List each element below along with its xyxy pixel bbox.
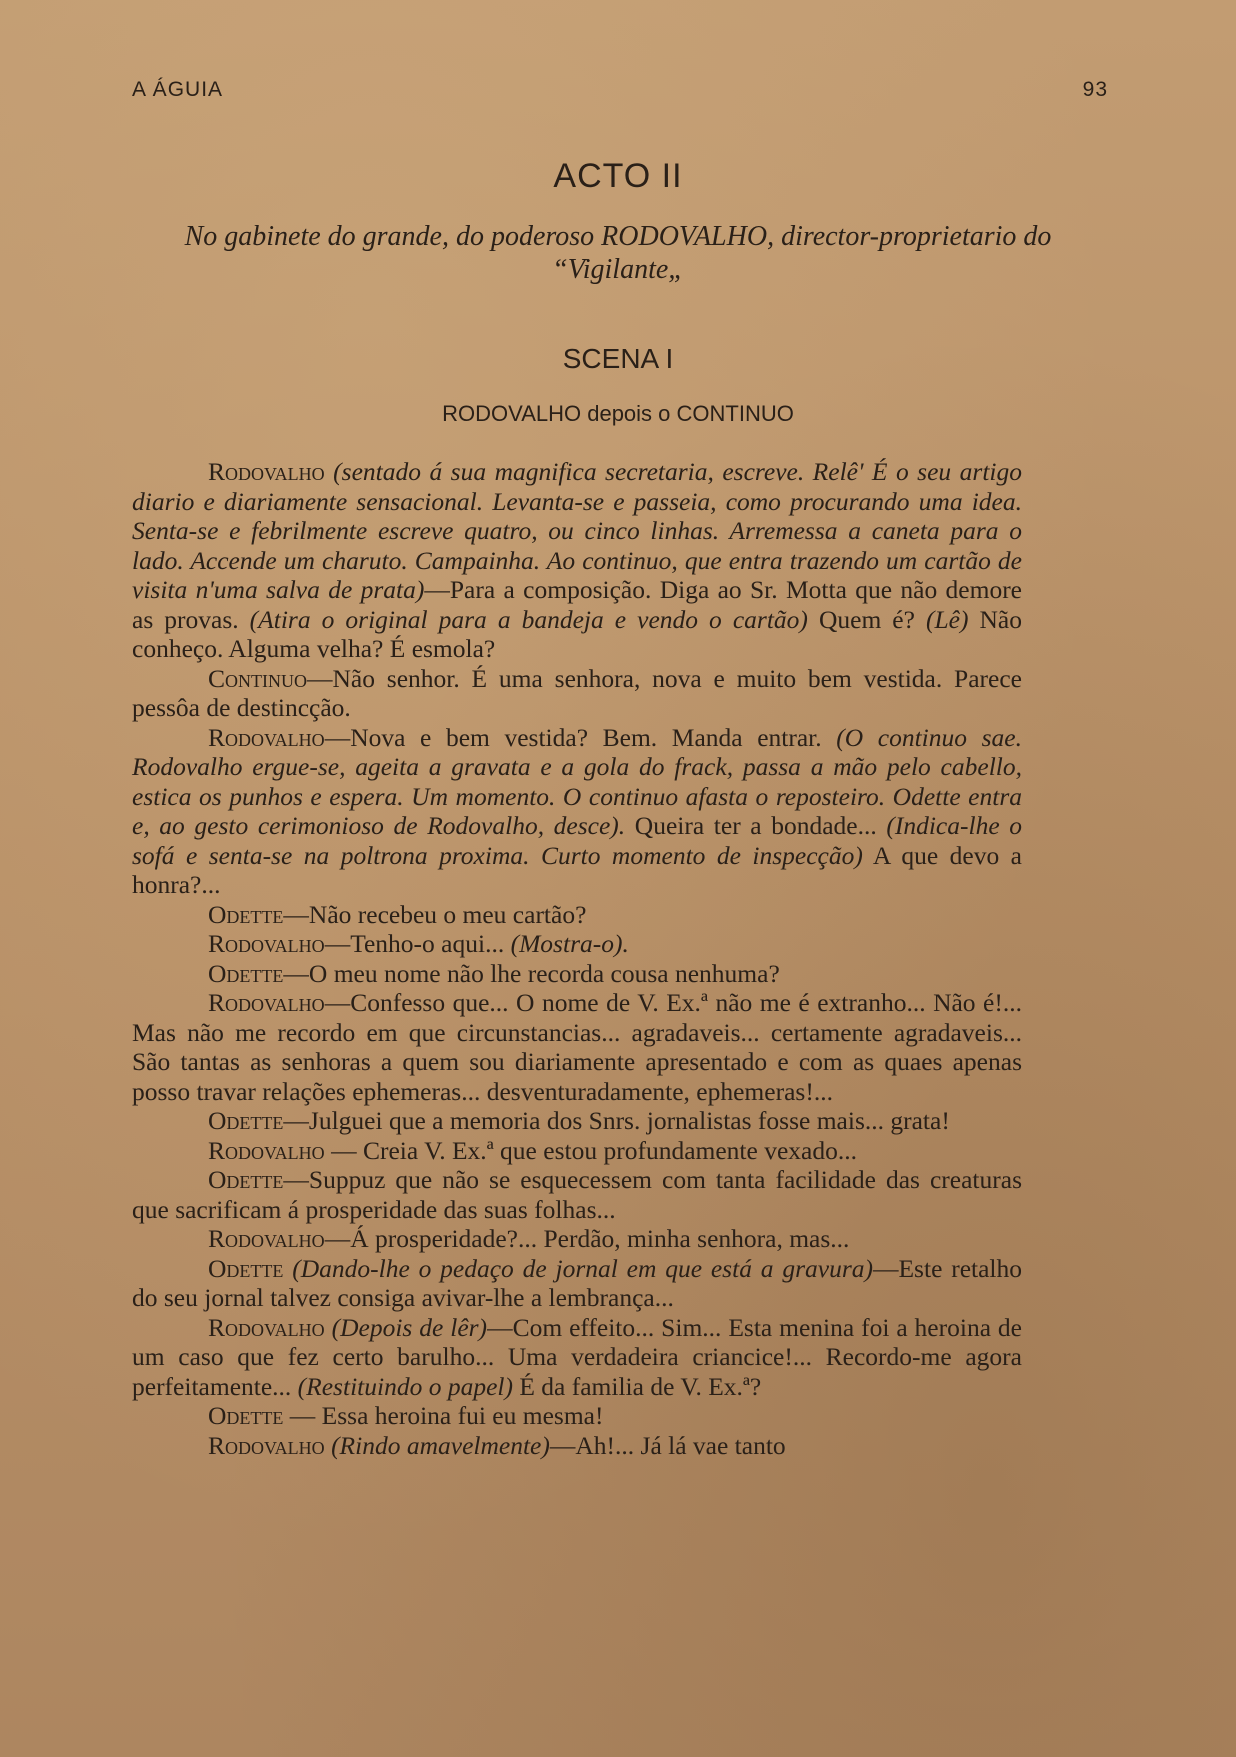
spoken-line: — Creia V. Ex.ª que estou profundamente vexado... [324,1135,857,1165]
speaker-name: Odette [208,899,284,929]
dialogue-paragraph [132,1106,1022,1136]
scene-setting: No gabinete do grande, do poderoso RODOVALHO, director-proprietario do “Vigilante„ [184,221,1052,285]
spoken-line: — Essa heroina fui eu mesma! [283,1401,604,1430]
spoken-line: —Não senhor. É uma senhora, nova e muito bem vestida. Parece pessôa de destincção. [132,663,1022,722]
dialogue-paragraph [132,723,1022,900]
stage-direction: (O continuo sae. Rodovalho ergue-se, ageita a gravata e a gola do frack, passa a mão pelo cabello, estica os punhos e espera. Um momento. O continuo afasta o reposteiro. Odette entra e, ao gesto cerimonioso de Rodovalho, desce). [132,722,1022,840]
stage-direction: (Mostra-o). [510,929,629,958]
speaker-name: Rodovalho [208,1312,325,1342]
stage-direction: (Rindo amavelmente) [331,1430,550,1460]
spoken-line: —Nova e bem vestida? Bem. Manda entrar. [324,722,837,752]
spoken-line: Quem é? [807,604,926,634]
dialogue-paragraph [132,1254,1022,1313]
spoken-line: —Este retalho do seu jornal talvez consiga avivar-lhe a lembrança... [132,1253,1023,1312]
dialogue-paragraph [132,1224,1022,1254]
dialogue-paragraph [132,1313,1022,1402]
spoken-line: —Á prosperidade?... Perdão, minha senhora, mas... [324,1224,850,1253]
scene-characters: RODOVALHO depois o CONTINUO [442,401,794,426]
dialogue-paragraph [132,664,1022,723]
spoken-line: —Para a composição. Diga ao Sr. Motta que não demore as provas. [132,575,1023,634]
spoken-line: A que devo a honra?... [132,840,1022,899]
speaker-name: Continuo [208,663,307,693]
dialogue-paragraph [132,900,1022,930]
dialogue-paragraph [132,1136,1022,1166]
act-title: ACTO II [553,157,683,195]
speaker-name: Rodovalho [208,1135,325,1165]
spoken-line: —Ah!... Já lá vae tanto [549,1430,786,1460]
page-number: 93 [1082,78,1108,101]
running-title: A ÁGUIA [132,78,224,101]
speaker-name: Rodovalho [208,988,325,1017]
speaker-name: Odette [208,1106,284,1135]
stage-direction: (Atira o original para a bandeja e vendo o cartão) [249,604,808,634]
dialogue-paragraph [132,1165,1022,1224]
stage-direction: (Lê) [925,604,969,634]
dialogue-body [132,457,1022,1460]
spoken-line: Queira ter a bondade... [625,811,887,840]
speaker-name: Rodovalho [208,1430,325,1460]
speaker-name: Odette [208,1401,284,1430]
stage-direction: (Depois de lêr) [331,1312,488,1342]
running-header [128,78,1108,108]
spoken-line: —O meu nome não lhe recorda cousa nenhuma? [283,958,780,988]
spoken-line: —Suppuz que não se esquecessem com tanta facilidade das creaturas que sacrificam á prosperidade das suas folhas... [132,1165,1022,1224]
spoken-line: —Julguei que a memoria dos Snrs. jornalistas fosse mais... grata! [283,1106,950,1135]
dialogue-paragraph [132,1431,1022,1461]
stage-direction: (Indica-lhe o sofá e senta-se na poltrona proxima. Curto momento de inspecção) [132,811,1023,870]
dialogue-paragraph [132,929,1022,959]
speaker-name: Rodovalho [208,929,325,958]
spoken-line [283,1254,292,1283]
speaker-name: Odette [208,1165,284,1194]
dialogue-paragraph [132,959,1022,989]
spoken-line: —Tenho-o aqui... [324,929,511,958]
spoken-line: Não conheço. Alguma velha? É esmola? [132,604,1022,663]
speaker-name: Rodovalho [208,722,325,752]
speaker-name: Odette [208,958,284,988]
speaker-name: Rodovalho [208,1224,325,1253]
spoken-line: —Com effeito... Sim... Esta menina foi a heroina de um caso que fez certo barulho... Uma verdadeira criancice!... Recordo-me agora perfeitamente... [132,1312,1023,1401]
speaker-name: Rodovalho [208,457,325,486]
spoken-line: —Confesso que... O nome de V. Ex.ª não me é extranho... Não é!... Mas não me recordo em que circunstancias... agradaveis... certamente agradaveis... São tantas as senhoras a quem sou diariamente apresentado e com as quaes apenas posso travar relações ephemeras... desventuradamente, ephemeras!... [132,988,1022,1106]
stage-direction: (Restituindo o papel) [297,1371,513,1401]
spoken-line: —Não recebeu o meu cartão? [283,899,587,929]
dialogue-paragraph [132,457,1022,664]
stage-direction: (sentado á sua magnifica secretaria, escreve. Relê' É o seu artigo diario e diariamente sensacional. Levanta-se e passeia, como procurando uma idea. Senta-se e febrilmente escreve quatro, ou cinco linhas. Arremessa a caneta para o lado. Accende um charuto. Campainha. Ao continuo, que entra trazendo um cartão de visita n'uma salva de prata) [132,457,1022,604]
dialogue-paragraph [132,1401,1022,1431]
dialogue-paragraph [132,988,1022,1106]
spoken-line: É da familia de V. Ex.ª? [512,1371,762,1401]
scene-title: SCENA I [562,343,674,374]
speaker-name: Odette [208,1253,284,1283]
stage-direction: (Dando-lhe o pedaço de jornal em que está a gravura) [292,1253,873,1283]
spoken-line [325,1313,332,1342]
